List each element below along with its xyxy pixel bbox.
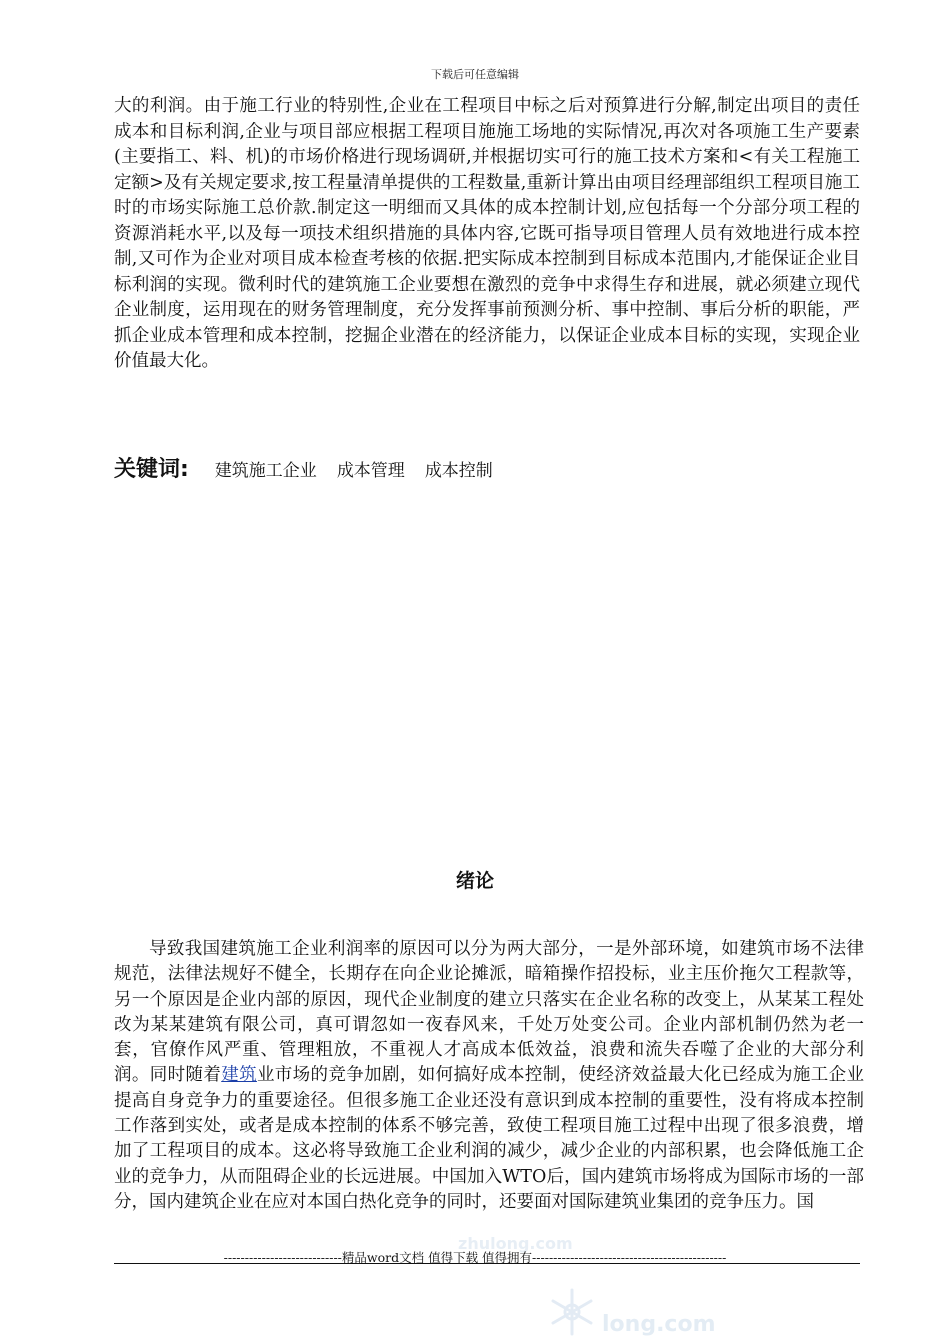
- footer-rule: [114, 1263, 860, 1264]
- page-header: 下载后可任意编辑: [431, 68, 519, 81]
- paragraph-text: 业市场的竞争加剧，如何搞好成本控制，使经济效益最大化已经成为施工企业提高自身竞争力的重要途径。但很多施工企业还没有意识到成本控制的重要性，没有将成本控制工作落到实处，或者是成本控制的体系不够完善，致使工程项目施工过程中出现了很多浪费，增加了工程项目的成本。这必将导致施工企业利润的减少，减少企业的内部积累，也会降低施工企业的竞争力，从而阻碍企业的长远进展。中国加入WTO后，国内建筑市场将成为国际市场的一部分，国内建筑企业在应对本国白热化竞争的同时，还要面对国际建筑业集团的竞争压力。国: [114, 1065, 865, 1212]
- keyword-item: 成本管理: [336, 461, 405, 481]
- abstract-paragraph: 大的利润。由于施工行业的特别性,企业在工程项目中标之后对预算进行分解,制定出项目的责任成本和目标利润,企业与项目部应根据工程项目施施工场地的实际情况,再次对各项施工生产要素(主要指工、料、机)的市场价格进行现场调研,并根据切实可行的施工技术方案和<有关工程施工定额>及有关规定要求,按工程量清单提供的工程数量,重新计算出由项目经理部组织工程项目施工时的市场实际施工总价款.制定这一明细而又具体的成本控制计划,应包括每一个分部分项工程的资源消耗水平,以及每一项技术组织措施的具体内容,它既可指导项目管理人员有效地进行成本控制,又可作为企业对项目成本检查考核的依据.把实际成本控制到目标成本范围内,才能保证企业目标利润的实现。微利时代的建筑施工企业要想在激烈的竞争中求得生存和进展，就必须建立现代企业制度，运用现在的财务管理制度，充分发挥事前预测分析、事中控制、事后分析的职能，严抓企业成本管理和成本控制，挖掘企业潜在的经济能力，以保证企业成本目标的实现，实现企业价值最大化。: [114, 96, 860, 371]
- watermark-text: zhulong.com: [458, 1234, 573, 1253]
- keywords-label: 关键词:: [114, 457, 189, 482]
- keyword-item: 建筑施工企业: [214, 461, 317, 481]
- paragraph-text: 导致我国建筑施工企业利润率的原因可以分为两大部分，一是外部环境，如建筑市场不法律规范，法律法规好不健全，长期存在向企业论摊派，暗箱操作招投标，业主压价拖欠工程款等，另一个原因是企业内部的原因，现代企业制度的建立只落实在企业名称的改变上，从某某工程处改为某某建筑有限公司，真可谓忽如一夜春风来，千处万处变公司。企业内部机制仍然为老一套，官僚作风严重、管理粗放，不重视人才高成本低效益，浪费和流失吞噬了企业的大部分利润。同时随着: [114, 939, 864, 1086]
- keywords-row: [114, 452, 860, 483]
- introduction-paragraph: [114, 937, 864, 1215]
- keywords-list: [215, 456, 513, 481]
- snowflake-icon: [546, 1286, 598, 1338]
- inline-link[interactable]: 建筑: [221, 1065, 257, 1086]
- page-footer: ----------------------------精品word文档 值得下载 值得拥有----------------------------------------------: [223, 1250, 727, 1265]
- keyword-item: 成本控制: [424, 461, 493, 481]
- watermark-text: long.com: [602, 1312, 716, 1337]
- section-title: 绪论: [455, 870, 494, 892]
